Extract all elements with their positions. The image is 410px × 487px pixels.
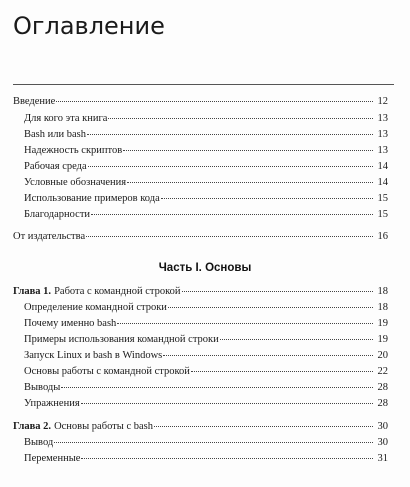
- toc-entry-label: Для кого эта книга: [24, 113, 108, 124]
- dot-leader: [81, 457, 373, 459]
- dot-leader: [88, 165, 373, 167]
- toc-entry-page: 14: [377, 161, 388, 172]
- toc-entry[interactable]: [24, 318, 388, 329]
- dot-leader: [163, 354, 373, 356]
- toc-entry-page: 19: [377, 318, 388, 329]
- dot-leader: [220, 338, 373, 340]
- chapter-title: Работа с командной строкой: [54, 286, 181, 297]
- toc-entry-label: Определение командной строки: [24, 302, 167, 313]
- toc-entry-page: 18: [377, 302, 388, 313]
- dot-leader: [61, 386, 373, 388]
- toc-chapter-2[interactable]: [13, 421, 388, 432]
- toc-entry-publisher[interactable]: [13, 231, 388, 242]
- toc-entry-page: 19: [377, 334, 388, 345]
- dot-leader: [56, 100, 373, 102]
- toc-entry-page: 22: [377, 366, 388, 377]
- dot-leader: [168, 306, 373, 308]
- toc-entry-page: 15: [377, 209, 388, 220]
- toc-entry[interactable]: [24, 161, 388, 172]
- toc-entry-label: Благодарности: [24, 209, 91, 220]
- toc-entry-page: 28: [377, 382, 388, 393]
- dot-leader: [127, 181, 373, 183]
- toc-entry-page: 13: [377, 129, 388, 140]
- toc-entry[interactable]: [24, 437, 388, 448]
- dot-leader: [117, 322, 373, 324]
- dot-leader: [86, 235, 373, 237]
- chapter-title: Основы работы с bash: [54, 421, 153, 432]
- toc-entry[interactable]: [24, 302, 388, 313]
- toc-entry-label: Переменные: [24, 453, 81, 464]
- chapter-prefix: Глава 1.: [13, 286, 52, 297]
- toc-entry[interactable]: [24, 453, 388, 464]
- dot-leader: [87, 133, 373, 135]
- toc-entry-page: 16: [377, 231, 388, 242]
- toc-entry-page: 28: [377, 398, 388, 409]
- toc-entry[interactable]: [24, 398, 388, 409]
- toc-entry-page: 14: [377, 177, 388, 188]
- toc-entry[interactable]: [24, 177, 388, 188]
- toc-entry[interactable]: [24, 209, 388, 220]
- toc-entry-label: Основы работы с командной строкой: [24, 366, 190, 377]
- dot-leader: [182, 290, 373, 292]
- toc-entry-label: Bash или bash: [24, 129, 86, 140]
- toc-entry-label: Примеры использования командной строки: [24, 334, 219, 345]
- toc-entry[interactable]: [24, 382, 388, 393]
- toc-entry-page: 30: [377, 421, 388, 432]
- toc-entry-page: 12: [377, 96, 388, 107]
- toc-entry-label: Условные обозначения: [24, 177, 127, 188]
- toc-entry-label: Надежность скриптов: [24, 145, 123, 156]
- part-heading: Часть I. Основы: [158, 262, 252, 274]
- toc-entry-page: 20: [377, 350, 388, 361]
- chapter-prefix: Глава 2.: [13, 421, 52, 432]
- toc-entry-page: 15: [377, 193, 388, 204]
- toc-entry-page: 13: [377, 145, 388, 156]
- dot-leader: [123, 149, 373, 151]
- dot-leader: [81, 402, 373, 404]
- toc-entry-intro[interactable]: [13, 96, 388, 107]
- dot-leader: [108, 117, 373, 119]
- toc-entry[interactable]: [24, 350, 388, 361]
- page-title: Оглавление: [13, 12, 165, 40]
- toc-entry[interactable]: [24, 334, 388, 345]
- toc-entry-page: 18: [377, 286, 388, 297]
- toc-entry-label: Рабочая среда: [24, 161, 87, 172]
- toc-entry[interactable]: [24, 145, 388, 156]
- title-divider: [13, 84, 394, 85]
- toc-entry[interactable]: [24, 366, 388, 377]
- toc-entry-label: Упражнения: [24, 398, 80, 409]
- dot-leader: [54, 441, 373, 443]
- toc-entry-label: Запуск Linux и bash в Windows: [24, 350, 163, 361]
- toc-entry-label: Введение: [13, 96, 56, 107]
- toc-entry-page: 13: [377, 113, 388, 124]
- toc-entry-label: Выводы: [24, 382, 61, 393]
- toc-entry-page: 30: [377, 437, 388, 448]
- toc-entry[interactable]: [24, 113, 388, 124]
- dot-leader: [154, 425, 373, 427]
- toc-entry-label: Вывод: [24, 437, 54, 448]
- toc-entry-label: Почему именно bash: [24, 318, 117, 329]
- dot-leader: [91, 213, 373, 215]
- toc-entry[interactable]: [24, 193, 388, 204]
- toc-chapter-1[interactable]: [13, 286, 388, 297]
- toc-entry[interactable]: [24, 129, 388, 140]
- dot-leader: [161, 197, 373, 199]
- dot-leader: [191, 370, 373, 372]
- toc-entry-label: От издательства: [13, 231, 86, 242]
- toc-entry-page: 31: [377, 453, 388, 464]
- toc-entry-label: Использование примеров кода: [24, 193, 160, 204]
